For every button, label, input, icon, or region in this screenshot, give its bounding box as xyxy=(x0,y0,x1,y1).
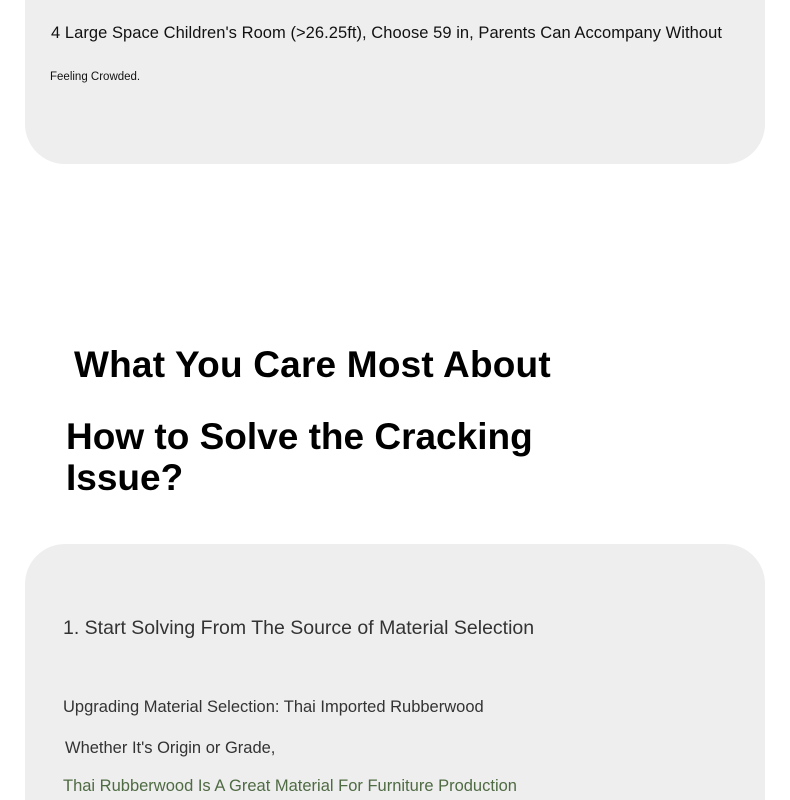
feature-continuation: Feeling Crowded. xyxy=(50,71,141,83)
solution-card xyxy=(25,544,765,800)
solution-paragraph: Whether It's Origin or Grade, xyxy=(65,739,276,757)
section-heading: What You Care Most About xyxy=(74,344,551,385)
solution-paragraph: Upgrading Material Selection: Thai Imported Rubberwood xyxy=(63,698,484,716)
feature-line: 4 Large Space Children's Room (>26.25ft), Choose 59 in, Parents Can Accompany Without xyxy=(51,24,722,42)
step-title: 1. Start Solving From The Source of Material Selection xyxy=(63,617,535,639)
question-heading: How to Solve the Cracking Issue? xyxy=(66,416,533,498)
solution-paragraph-highlight: Thai Rubberwood Is A Great Material For Furniture Production xyxy=(63,777,517,795)
